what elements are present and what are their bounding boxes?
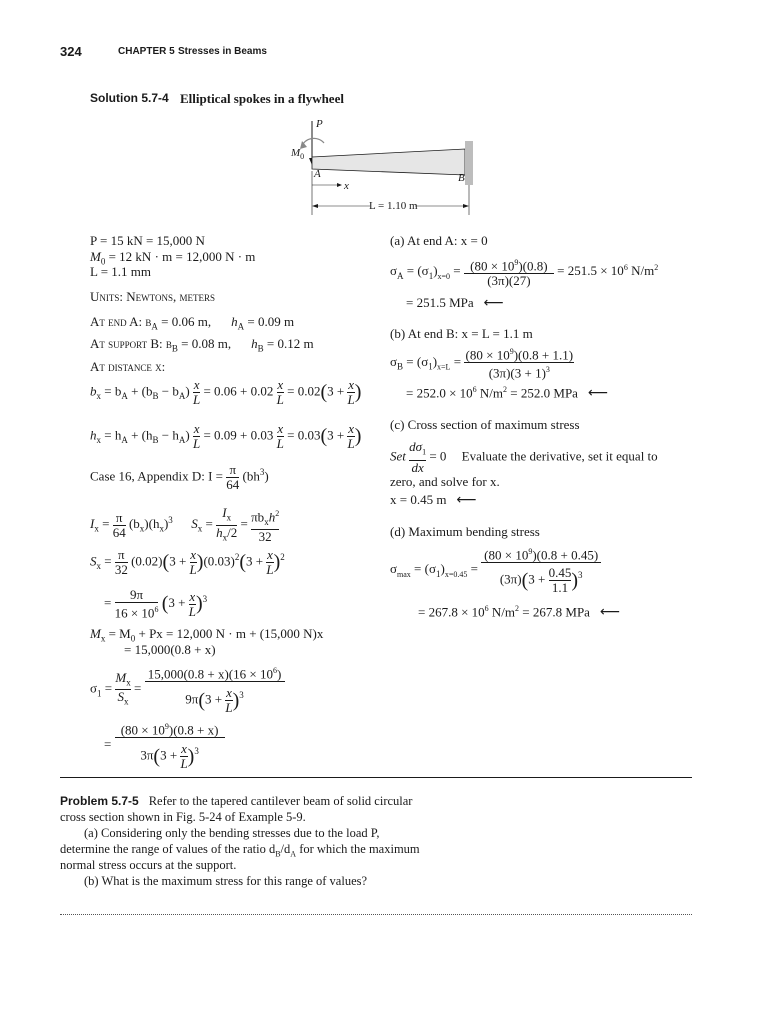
given-P: P = 15 kN = 15,000 N <box>90 233 205 248</box>
part-d-equation: $\sigma_{max} = (\sigma_1)_{x=0.45}$ = $(80 \times 10^9)(0.8 + 0.45)$ (3π)(3 + $\frac{0.45}{1.1}$ )$^3$ <box>390 545 601 595</box>
end-a-dims: At end A: $b_A = 0.06$ m, $h_A = 0.09$ m <box>90 314 295 332</box>
problem-line-1: Problem 5.7-5 Refer to the tapered cantilever beam of solid circular <box>60 794 413 808</box>
sx-simplified: = $\frac{9\pi}{16 \times 10^6}$ (3 + $\frac{x}{L}$ )$^3$ <box>104 587 208 621</box>
part-b-heading: (b) At end B: x = L = 1.1 m <box>390 326 533 341</box>
wall-support <box>465 141 473 185</box>
bx-equation: $b_x = b_A + (b_B - b_A)$ $\frac{x}{L}$ = 0.06 + 0.02 $\frac{x}{L}$ = 0.02(3 + $\frac{x}{L}$ ) <box>90 377 362 407</box>
part-c-set: Set $\frac{d\sigma_1}{dx}$ = 0 Evaluate the derivative, set it equal to <box>390 439 658 475</box>
units-label: Units: Newtons, meters <box>90 289 215 304</box>
chapter-label: CHAPTER 5 <box>118 46 175 57</box>
part-b-result: = $252.0 \times 10^6$ $N/m^2 = 252.0$ MPa ⟵ <box>406 385 609 402</box>
chapter-title: Stresses in Beams <box>178 46 267 57</box>
answer-arrow-icon: ⟵ <box>456 492 477 508</box>
problem-line-4: determine the range of values of the ratio $d_B/d_A$ for which the maximum <box>60 842 420 859</box>
problem-line-6: (b) What is the maximum stress for this range of values? <box>84 874 368 888</box>
mx-equation-line2: = 15,000(0.8 + x) <box>124 642 216 657</box>
solution-label: Solution 5.7-4 <box>90 91 169 105</box>
given-L: L = 1.1 mm <box>90 264 152 279</box>
part-b-equation: $\sigma_B = (\sigma_1)_{x=L}$ = $\frac{(80 \times 10^9)(0.8 + 1.1)}{(3\pi)(3 + 1)^3}$ <box>390 347 574 381</box>
part-c-text2: zero, and solve for x. <box>390 474 500 489</box>
problem-line-5: normal stress occurs at the support. <box>60 858 237 872</box>
case16-equation: Case 16, Appendix D: I = $\frac{\pi}{64}$ $(bh^3)$ <box>90 462 269 492</box>
part-a-equation: $\sigma_A = (\sigma_1)_{x=0}$ = $\frac{(80 \times 10^9)(0.8)}{(3\pi)(27)}$ = $251.5 \times 10^6$ $N/m^2$ <box>390 258 659 289</box>
page-bottom-rule <box>60 914 692 915</box>
answer-arrow-icon: ⟵ <box>599 604 621 621</box>
dimension-arrow-left <box>312 204 318 208</box>
problem-line-3: (a) Considering only the bending stresses due to the load P, <box>84 826 380 840</box>
sigma1-equation: $\sigma_1$ = $\frac{M_x}{S_x}$ = $15,000(0.8 + x)(16 \times 10^6)$ 9π(3 + $\frac{x}{L}$ )$^3$ <box>90 664 285 715</box>
hx-equation: $h_x = h_A + (h_B - h_A)$ $\frac{x}{L}$ = 0.09 + 0.03 $\frac{x}{L}$ = 0.03(3 + $\frac{x}{L}$ ) <box>90 421 362 451</box>
problem-line-2: cross section shown in Fig. 5-24 of Example 5-9. <box>60 810 306 824</box>
solution-title: Elliptical spokes in a flywheel <box>180 91 344 106</box>
given-M0: $M_0 = 12$ kN · m = 12,000 N · m <box>90 249 256 267</box>
page-number: 324 <box>60 44 82 59</box>
part-d-result: = $267.8 \times 10^6$ $N/m^2 = 267.8$ MPa ⟵ <box>418 604 621 621</box>
sigma1-simplified: = $(80 \times 10^9)(0.8 + x)$ 3π(3 + $\frac{x}{L}$ )$^3$ <box>104 720 225 771</box>
part-c-result: x = 0.45 m ⟵ <box>390 492 477 508</box>
section-divider <box>60 777 692 778</box>
part-d-heading: (d) Maximum bending stress <box>390 524 540 539</box>
ix-sx-equation: $I_x$ = $\frac{\pi}{64}$ $(b_x)(h_x)^3$ $S_x$ = $\frac{I_x}{h_x/2}$ = $\frac{\pi b_xh^2}{32}$ <box>90 505 280 544</box>
sx-expanded: $S_x$ = $\frac{\pi}{32}$ (0.02)(3 + $\frac{x}{L}$ )$(0.03)^2(3$ + $\frac{x}{L}$ )$^2$ <box>90 547 285 577</box>
figure-label-P: P <box>316 118 323 130</box>
part-c-heading: (c) Cross section of maximum stress <box>390 417 580 432</box>
figure-label-B: B <box>458 172 465 184</box>
mx-equation: $M_x = M_0 + Px = 12,000$ N · m + (15,000 N)x <box>90 626 324 644</box>
figure-label-length: L = 1.10 m <box>369 200 418 212</box>
part-a-result: = 251.5 MPa ⟵ <box>406 295 504 311</box>
at-distance-x: At distance x: <box>90 359 166 374</box>
support-b-dims: At support B: $b_B = 0.08$ m, $h_B = 0.12$ m <box>90 336 314 354</box>
figure-label-A: A <box>314 168 321 180</box>
part-a-heading: (a) At end A: x = 0 <box>390 233 488 248</box>
tapered-beam <box>312 149 465 175</box>
answer-arrow-icon: ⟵ <box>587 385 609 402</box>
answer-arrow-icon: ⟵ <box>483 295 504 311</box>
x-axis-arrowhead <box>337 183 342 187</box>
figure-label-M0: $M_0$ <box>291 147 305 162</box>
figure-label-x: x <box>344 180 349 192</box>
dimension-arrow-right <box>463 204 469 208</box>
